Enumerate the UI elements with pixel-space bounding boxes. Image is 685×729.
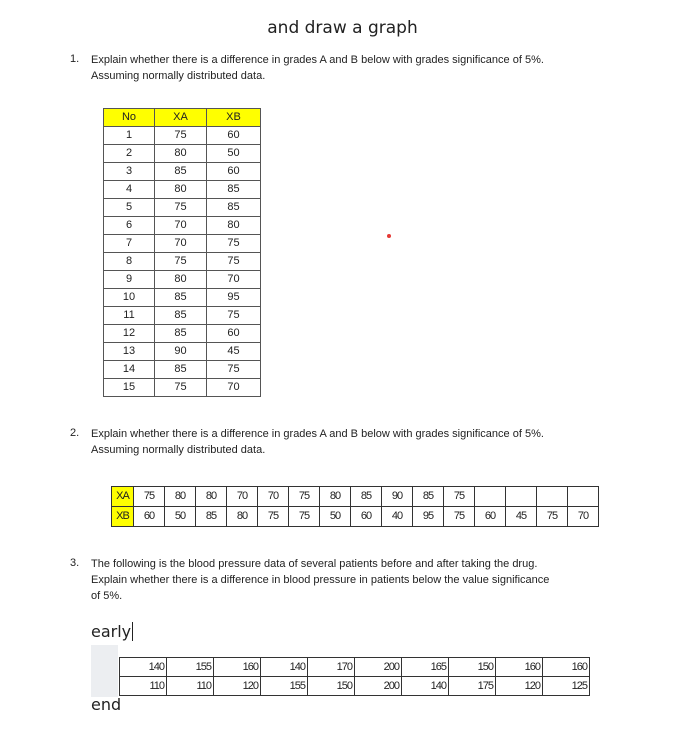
question-3-number: 3. [70,557,80,569]
row-label-cell: XB [112,507,134,527]
table-cell: 60 [134,507,165,527]
question-3-text [91,556,549,604]
question-3-line-2: Explain whether there is a difference in blood pressure in patients below the value significance [91,574,550,586]
table-cell [568,487,599,507]
table-cell: 160 [543,658,590,677]
table-cell: 2 [104,145,155,163]
table-cell: 40 [382,507,413,527]
red-dot-mark [387,234,391,238]
table-cell: 75 [444,487,475,507]
table-cell: 4 [104,181,155,199]
table-header-cell: XB [207,109,261,127]
early-label [91,622,133,641]
table-row [104,271,261,289]
question-1-line-1: Explain whether there is a difference in grades A and B below with grades significance of 5%. [91,54,544,66]
table-cell: 125 [543,677,590,696]
table-row [112,487,599,507]
table-cell: 85 [155,325,207,343]
table-cell: 90 [155,343,207,361]
table-cell: 80 [320,487,351,507]
table-cell: 155 [261,677,308,696]
margin-highlight [91,645,118,697]
table-cell [537,487,568,507]
table-cell: 60 [351,507,382,527]
table-cell: 70 [155,217,207,235]
table-cell: 60 [475,507,506,527]
table-cell: 85 [155,307,207,325]
table-cell: 50 [207,145,261,163]
question-1-number: 1. [70,53,80,65]
table-cell: 70 [207,379,261,397]
text-cursor [132,622,133,641]
question-2-number: 2. [70,427,80,439]
early-label-text: early [91,622,132,641]
table-cell: 13 [104,343,155,361]
table-cell: 50 [165,507,196,527]
table-cell [475,487,506,507]
table-cell: 85 [196,507,227,527]
table-cell: 70 [207,271,261,289]
table-cell: 75 [134,487,165,507]
table-cell: 75 [258,507,289,527]
table-cell: 120 [496,677,543,696]
table-cell: 200 [355,677,402,696]
row-label-cell: XA [112,487,134,507]
table-cell: 9 [104,271,155,289]
table-cell: 3 [104,163,155,181]
table-cell: 75 [289,487,320,507]
table-cell: 110 [120,677,167,696]
table-cell: 90 [382,487,413,507]
table-cell: 85 [413,487,444,507]
table-cell: 160 [214,658,261,677]
table-row [104,127,261,145]
table-row [104,235,261,253]
question-1-line-2: Assuming normally distributed data. [91,70,266,82]
table-cell: 14 [104,361,155,379]
table-cell: 80 [155,145,207,163]
grades-table-1 [103,108,261,397]
table-cell: 150 [308,677,355,696]
table-cell [506,487,537,507]
table-cell: 75 [207,235,261,253]
table-cell: 70 [227,487,258,507]
table-cell: 11 [104,307,155,325]
table-row [104,145,261,163]
table-row [120,658,590,677]
table-cell: 70 [258,487,289,507]
table-cell: 75 [155,199,207,217]
table-cell: 45 [207,343,261,361]
table-cell: 80 [227,507,258,527]
question-2-text [91,426,544,458]
table-cell: 80 [155,181,207,199]
table-row [104,199,261,217]
table-cell: 10 [104,289,155,307]
table-header-row [104,109,261,127]
table-row [104,325,261,343]
table-cell: 75 [155,127,207,145]
table-cell: 12 [104,325,155,343]
table-cell: 75 [289,507,320,527]
table-cell: 165 [402,658,449,677]
table-cell: 70 [155,235,207,253]
table-cell: 15 [104,379,155,397]
table-cell: 110 [167,677,214,696]
table-cell: 80 [155,271,207,289]
table-cell: 150 [449,658,496,677]
table-cell: 60 [207,127,261,145]
table-header-cell: No [104,109,155,127]
table-row [104,379,261,397]
table-cell: 85 [351,487,382,507]
table-cell: 80 [196,487,227,507]
question-3-line-3: of 5%. [91,590,123,602]
table-cell: 5 [104,199,155,217]
end-label: end [91,695,122,714]
table-row [104,217,261,235]
table-cell: 75 [207,253,261,271]
table-cell: 170 [308,658,355,677]
table-row [104,181,261,199]
table-row [104,307,261,325]
table-cell: 45 [506,507,537,527]
table-cell: 80 [165,487,196,507]
table-cell: 140 [402,677,449,696]
table-cell: 95 [413,507,444,527]
table-row [104,163,261,181]
table-cell: 140 [261,658,308,677]
table-cell: 155 [167,658,214,677]
table-cell: 85 [207,181,261,199]
table-cell: 85 [155,361,207,379]
table-cell: 75 [155,379,207,397]
table-cell: 70 [568,507,599,527]
table-cell: 75 [444,507,475,527]
question-1-text [91,52,544,84]
table-cell: 1 [104,127,155,145]
table-cell: 80 [207,217,261,235]
table-cell: 75 [537,507,568,527]
table-header-cell: XA [155,109,207,127]
table-cell: 85 [207,199,261,217]
table-cell: 85 [155,289,207,307]
page-heading: and draw a graph [267,18,418,38]
table-row [112,507,599,527]
question-2-line-1: Explain whether there is a difference in grades A and B below with grades significance of 5%. [91,428,544,440]
question-2-line-2: Assuming normally distributed data. [91,444,266,456]
table-cell: 75 [155,253,207,271]
table-cell: 60 [207,163,261,181]
table-row [104,343,261,361]
table-cell: 160 [496,658,543,677]
table-row [104,361,261,379]
table-cell: 6 [104,217,155,235]
blood-pressure-table [119,657,590,696]
table-cell: 50 [320,507,351,527]
table-cell: 7 [104,235,155,253]
table-cell: 75 [207,361,261,379]
table-cell: 140 [120,658,167,677]
table-row [104,253,261,271]
table-cell: 175 [449,677,496,696]
table-cell: 120 [214,677,261,696]
table-cell: 95 [207,289,261,307]
table-row [120,677,590,696]
table-row [104,289,261,307]
question-3-line-1: The following is the blood pressure data of several patients before and after taking the drug. [91,558,538,570]
grades-table-2 [111,486,599,527]
table-cell: 8 [104,253,155,271]
table-cell: 75 [207,307,261,325]
table-cell: 200 [355,658,402,677]
table-cell: 60 [207,325,261,343]
table-cell: 85 [155,163,207,181]
